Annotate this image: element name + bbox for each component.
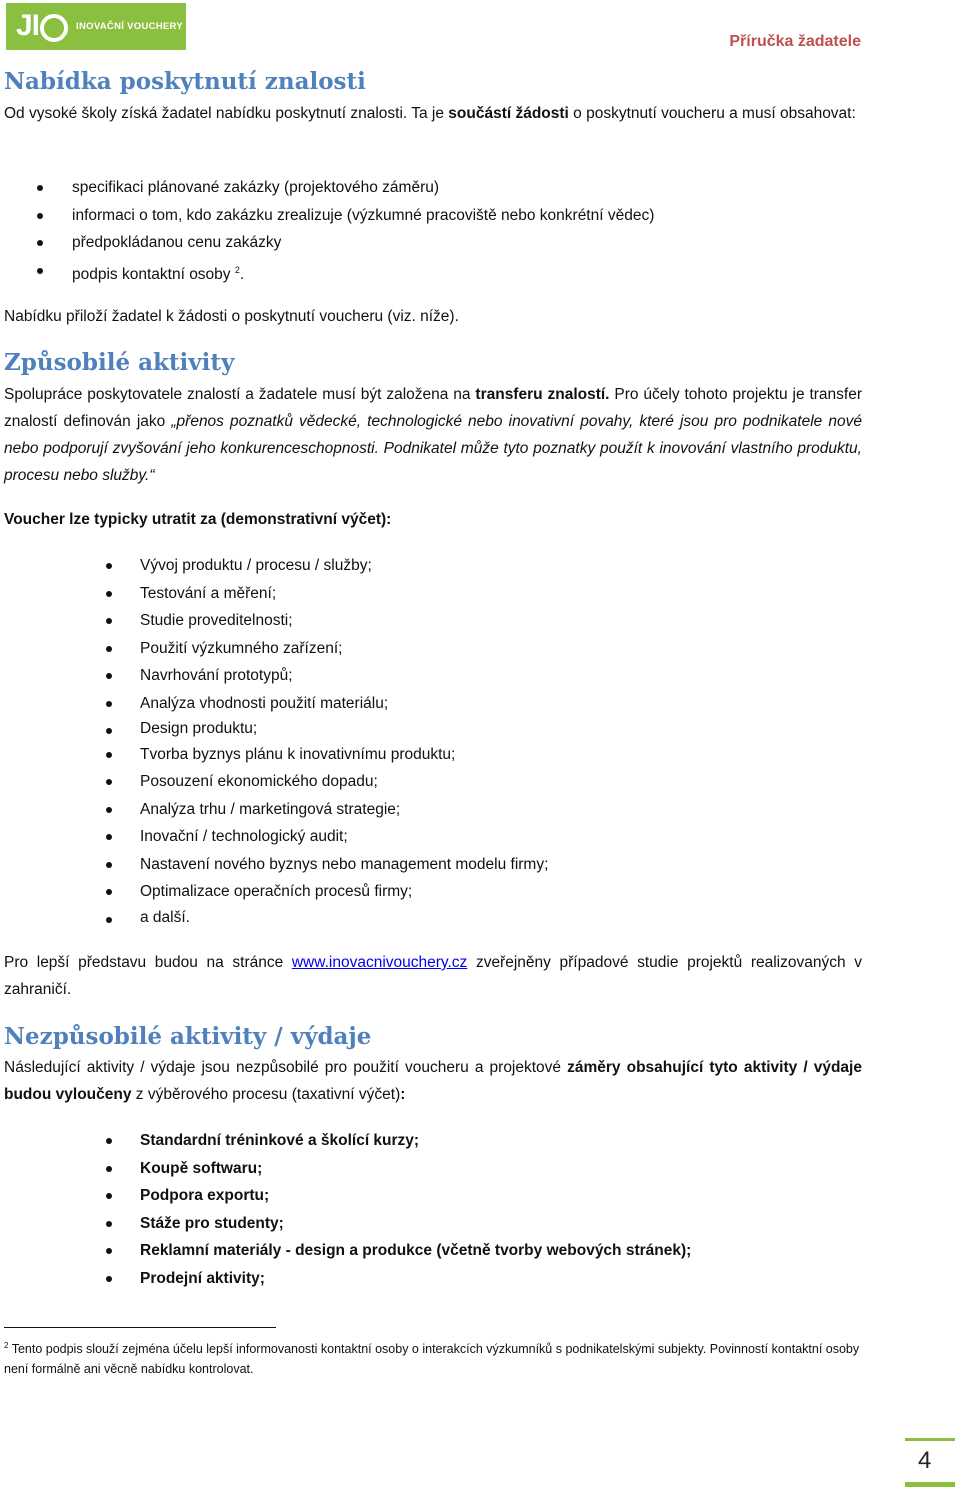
list-item: Analýza vhodnosti použití materiálu;	[140, 690, 860, 717]
lead-text: Voucher lze typicky utratit za (demonstrativní výčet):	[4, 511, 392, 528]
list-item-text: podpis kontaktní osoby	[72, 265, 231, 283]
section2-lead	[4, 506, 862, 533]
section3-intro	[4, 1054, 862, 1108]
list-item: Analýza trhu / marketingová strategie;	[140, 796, 860, 824]
section-heading-ineligible: Nezpůsobilé aktivity / výdaje	[4, 1023, 372, 1050]
list-item: specifikaci plánované zakázky (projektového záměru)	[72, 174, 872, 202]
page-number-box	[905, 1438, 955, 1487]
list-item: Prodejní aktivity;	[140, 1265, 860, 1293]
section1-intro	[4, 100, 862, 127]
closing-text-a: Pro lepší představu budou na stránce	[4, 954, 292, 971]
list-item: Koupě softwaru;	[140, 1155, 860, 1183]
ineligible-text-c: z výběrového procesu (taxativní výčet)	[131, 1086, 401, 1103]
list-item: Navrhování prototypů;	[140, 662, 860, 690]
page-number-bar	[905, 1482, 955, 1487]
definition-text-bold: transferu znalostí.	[475, 386, 610, 403]
section1-closing: Nabídku přiloží žadatel k žádosti o poskytnutí voucheru (viz. níže).	[4, 308, 459, 325]
page-number: 4	[918, 1447, 932, 1474]
list-item: Tvorba byznys plánu k inovativnímu produktu;	[140, 741, 860, 769]
footnote-text: Tento podpis slouží zejména účelu lepší informovanosti kontaktní osoby o interakcích výzkumníků s podnikatelskými subjekty. Povinností kontaktní osoby není formálně ani věcně nabídku kontrolovat.	[4, 1342, 860, 1377]
list-item: Standardní tréninkové a školící kurzy;	[140, 1127, 860, 1155]
list-item: Stáže pro studenty;	[140, 1210, 860, 1238]
list-item: Inovační / technologický audit;	[140, 823, 860, 851]
logo-text: INOVAČNÍ VOUCHERY	[76, 21, 184, 32]
footnote	[4, 1336, 864, 1379]
list-item	[72, 257, 872, 289]
closing-text-b: zveřejněny případové studie projektů realizovaných v zahraničí.	[4, 954, 862, 998]
section2-definition	[4, 381, 862, 489]
list-item: a další.	[140, 906, 860, 930]
list-item: informaci o tom, kdo zakázku zrealizuje (výzkumné pracoviště nebo konkrétní vědec)	[72, 202, 872, 230]
list-item: Použití výzkumného zařízení;	[140, 635, 860, 663]
list-item: předpokládanou cenu zakázky	[72, 229, 872, 257]
eligible-activities-list	[140, 552, 860, 930]
ineligible-text-bold: záměry obsahující tyto aktivity / výdaje budou vyloučeny	[4, 1059, 862, 1103]
definition-text-a: Spolupráce poskytovatele znalostí a žadatele musí být založena na	[4, 386, 476, 403]
section2-closing	[4, 949, 862, 1003]
list-item: Podpora exportu;	[140, 1182, 860, 1210]
header-title: Příručka žadatele	[729, 33, 861, 50]
list-item-end: .	[239, 265, 245, 283]
list-item: Optimalizace operačních procesů firmy;	[140, 878, 860, 906]
list-item: Testování a měření;	[140, 580, 860, 608]
list-item: Nastavení nového byznys nebo management modelu firmy;	[140, 851, 860, 879]
offer-requirements-list	[72, 174, 872, 288]
footnote-reference: 2	[234, 264, 240, 275]
list-item: Reklamní materiály - design a produkce (včetně tvorby webových stránek);	[140, 1237, 860, 1265]
intro-text-a: Od vysoké školy získá žadatel nabídku poskytnutí znalosti. Ta je	[4, 105, 449, 122]
definition-text-c: Pro účely tohoto projektu je transfer znalostí definován jako	[4, 386, 862, 430]
section-heading-offer: Nabídka poskytnutí znalosti	[4, 68, 366, 95]
footnote-separator	[4, 1327, 276, 1328]
section-heading-eligible: Způsobilé aktivity	[4, 349, 235, 376]
list-item: Posouzení ekonomického dopadu;	[140, 768, 860, 796]
website-link[interactable]: www.inovacnivouchery.cz	[291, 954, 468, 971]
ineligible-activities-list	[140, 1127, 860, 1292]
list-item: Studie proveditelnosti;	[140, 607, 860, 635]
ineligible-text-d: :	[400, 1086, 406, 1103]
list-item: Vývoj produktu / procesu / služby;	[140, 552, 860, 580]
footnote-number: 2	[4, 1341, 9, 1350]
intro-text-bold: součástí žádosti	[448, 105, 569, 122]
logo	[6, 3, 186, 50]
logo-ring-icon	[40, 14, 68, 42]
ineligible-text-a: Následující aktivity / výdaje jsou nezpůsobilé pro použití voucheru a projektové	[4, 1059, 568, 1076]
logo-mark: JI	[16, 8, 40, 42]
intro-text-c: o poskytnutí voucheru a musí obsahovat:	[568, 105, 856, 122]
list-item: Design produktu;	[140, 717, 860, 741]
definition-quote: „přenos poznatků vědecké, technologické nebo inovativní povahy, které jsou pro podnikatele nové nebo podporují zvyšování jeho konkurenceschopnosti. Podnikatel může tyto poznatky použít k inovování vlastního produktu, procesu nebo služby.“	[4, 413, 863, 484]
